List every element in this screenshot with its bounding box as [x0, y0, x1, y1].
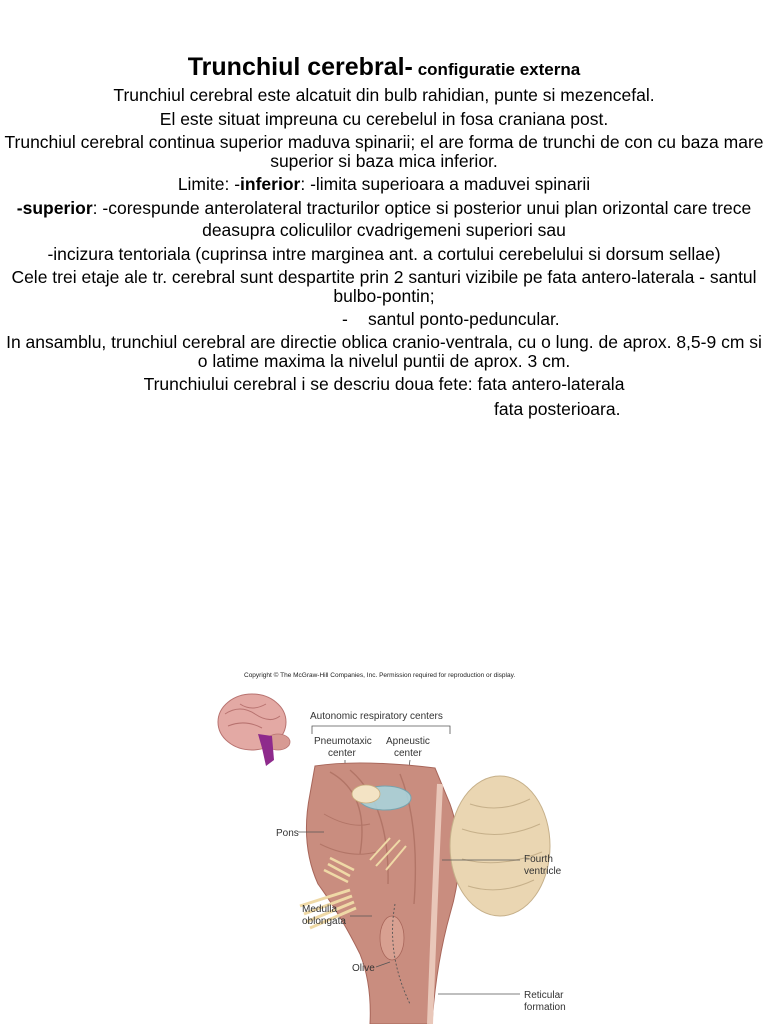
label-medulla-1: Medulla	[302, 904, 338, 915]
label-reticular-1: Reticular	[524, 990, 564, 1001]
label-fourth-1: Fourth	[524, 854, 553, 865]
paragraph-limits-inferior	[0, 174, 768, 195]
label-pons: Pons	[276, 828, 299, 839]
inferior-text: : -limita superioara a maduvei spinarii	[300, 173, 591, 194]
label-pneumotaxic-1: Pneumotaxic	[314, 736, 372, 747]
label-autonomic-centers: Autonomic respiratory centers	[310, 711, 443, 722]
superior-text: : -corespunde anterolateral tracturilor optice si posterior unui plan orizontal care trece deasupra coliculilor cvadrigemeni superiori sau	[92, 198, 752, 240]
paragraph-orientation: In ansamblu, trunchiul cerebral are directie oblica cranio-ventrala, cu o lung. de aprox. 8,5-9 cm si o latime maxima la nivelul puntii de aprox. 3 cm.	[6, 332, 762, 371]
paragraph-shape: Trunchiul cerebral continua superior maduva spinarii; el are forma de trunchi de con cu baza mare superior si baza mica inferior.	[4, 132, 764, 171]
brainstem-illustration	[200, 664, 580, 1024]
paragraph-faces: Trunchiului cerebral i se descriu doua fete: fata antero-laterala	[143, 374, 625, 395]
sulcus-second-text: santul ponto-peduncular.	[368, 309, 560, 330]
paragraph-face-posterior: fata posterioara.	[494, 398, 621, 419]
superior-label: -superior	[16, 198, 93, 219]
label-pneumotaxic-2: center	[328, 748, 356, 759]
paragraph-composition: Trunchiul cerebral este alcatuit din bulb rahidian, punte si mezencefal.	[113, 84, 655, 105]
paragraph-limits-superior	[0, 198, 768, 241]
dash-marker: -	[342, 309, 348, 330]
label-fourth-2: ventricle	[524, 866, 562, 877]
paragraph-sulci: Cele trei etaje ale tr. cerebral sunt despartite prin 2 santuri vizibile pe fata antero-laterala - santul bulbo-pontin;	[11, 267, 757, 306]
paragraph-tentorial: -incizura tentoriala (cuprinsa intre marginea ant. a cortului cerebelului si dorsum sellae)	[47, 243, 721, 264]
label-apneustic-2: center	[394, 748, 422, 759]
page-title	[0, 52, 768, 83]
label-apneustic-1: Apneustic	[386, 736, 430, 747]
figure-copyright: Copyright © The McGraw-Hill Companies, Inc. Permission required for reproduction or display.	[244, 672, 516, 679]
limits-prefix: Limite: -	[177, 173, 241, 194]
paragraph-location: El este situat impreuna cu cerebelul in fosa craniana post.	[159, 108, 609, 129]
title-main: Trunchiul cerebral-	[187, 53, 413, 81]
label-olive: Olive	[352, 963, 375, 974]
brain-thumbnail	[218, 694, 290, 766]
brainstem-body	[300, 763, 550, 1024]
label-reticular-2: formation	[524, 1002, 566, 1013]
inferior-label: inferior	[240, 173, 301, 194]
brainstem-figure	[200, 664, 580, 1024]
paragraph-sulcus-second	[0, 309, 768, 330]
label-medulla-2: oblongata	[302, 916, 346, 927]
title-sub: configuratie externa	[417, 60, 581, 79]
document-text	[0, 52, 768, 420]
